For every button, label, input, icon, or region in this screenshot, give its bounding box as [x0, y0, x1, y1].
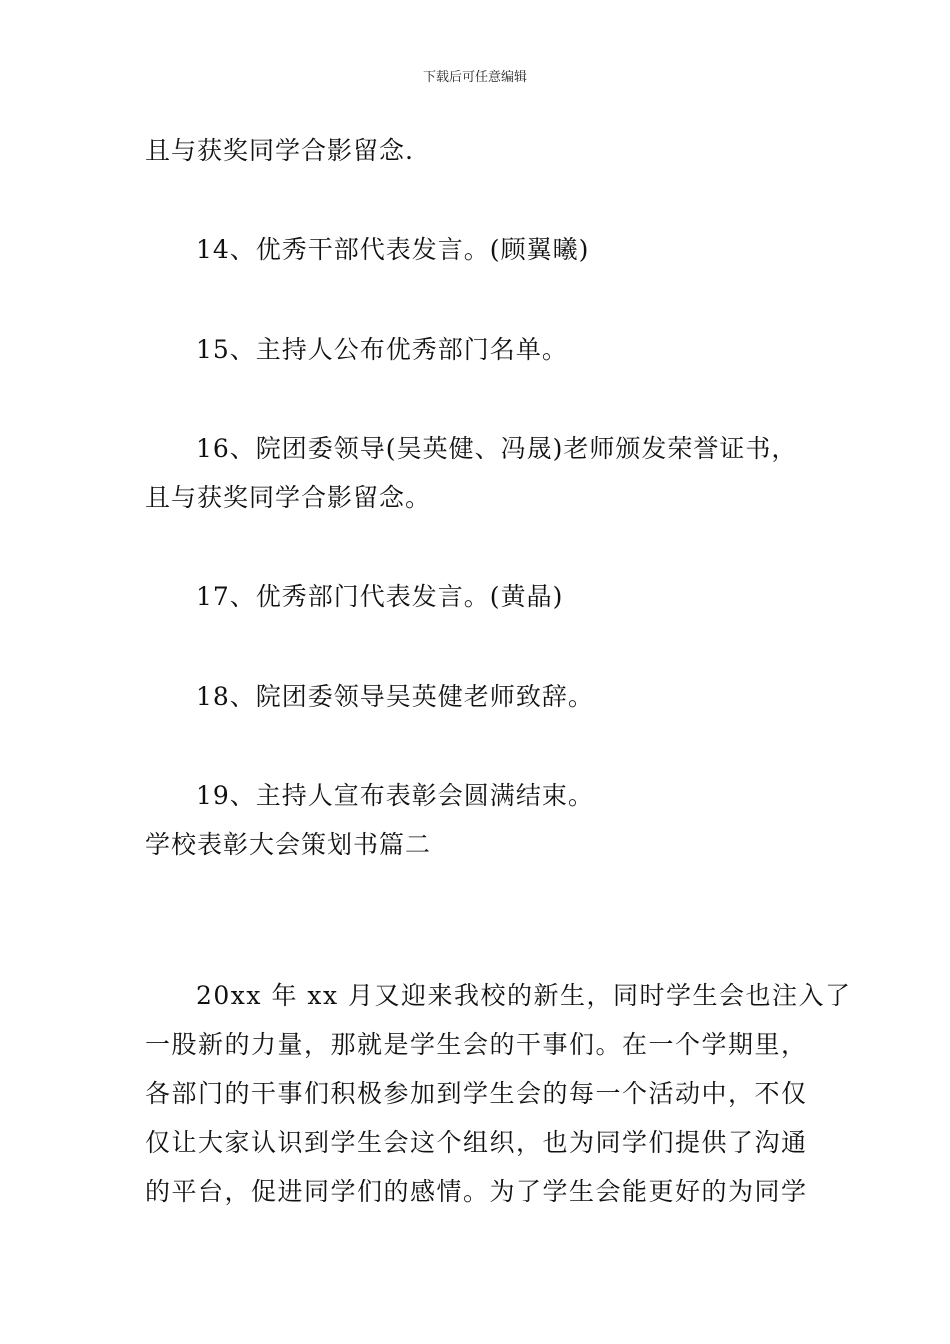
paragraph-line-4: 仅让大家认识到学生会这个组织，也为同学们提供了沟通	[145, 1128, 808, 1157]
list-item-14: 14、优秀干部代表发言。(顾翼曦)	[196, 235, 590, 264]
page-header-note: 下载后可任意编辑	[422, 70, 527, 85]
list-item-16: 16、院团委领导(吴英健、冯晟)老师颁发荣誉证书，	[196, 434, 798, 463]
paragraph-line-3: 各部门的干事们积极参加到学生会的每一个活动中，不仅	[145, 1079, 808, 1108]
list-item-18: 18、院团委领导吴英健老师致辞。	[196, 682, 594, 711]
list-item-15: 15、主持人公布优秀部门名单。	[196, 335, 568, 364]
section-title: 学校表彰大会策划书篇二	[145, 830, 432, 859]
paragraph-line-5: 的平台，促进同学们的感情。为了学生会能更好的为同学	[145, 1177, 808, 1206]
list-item-16-continuation: 且与获奖同学合影留念。	[145, 483, 432, 512]
paragraph-line-1: 20xx 年 xx 月又迎来我校的新生，同时学生会也注入了	[196, 981, 852, 1010]
list-item-19: 19、主持人宣布表彰会圆满结束。	[196, 781, 594, 810]
continuation-line: 且与获奖同学合影留念.	[145, 136, 414, 165]
list-item-17: 17、优秀部门代表发言。(黄晶)	[196, 582, 564, 611]
paragraph-line-2: 一股新的力量，那就是学生会的干事们。在一个学期里，	[145, 1030, 808, 1059]
